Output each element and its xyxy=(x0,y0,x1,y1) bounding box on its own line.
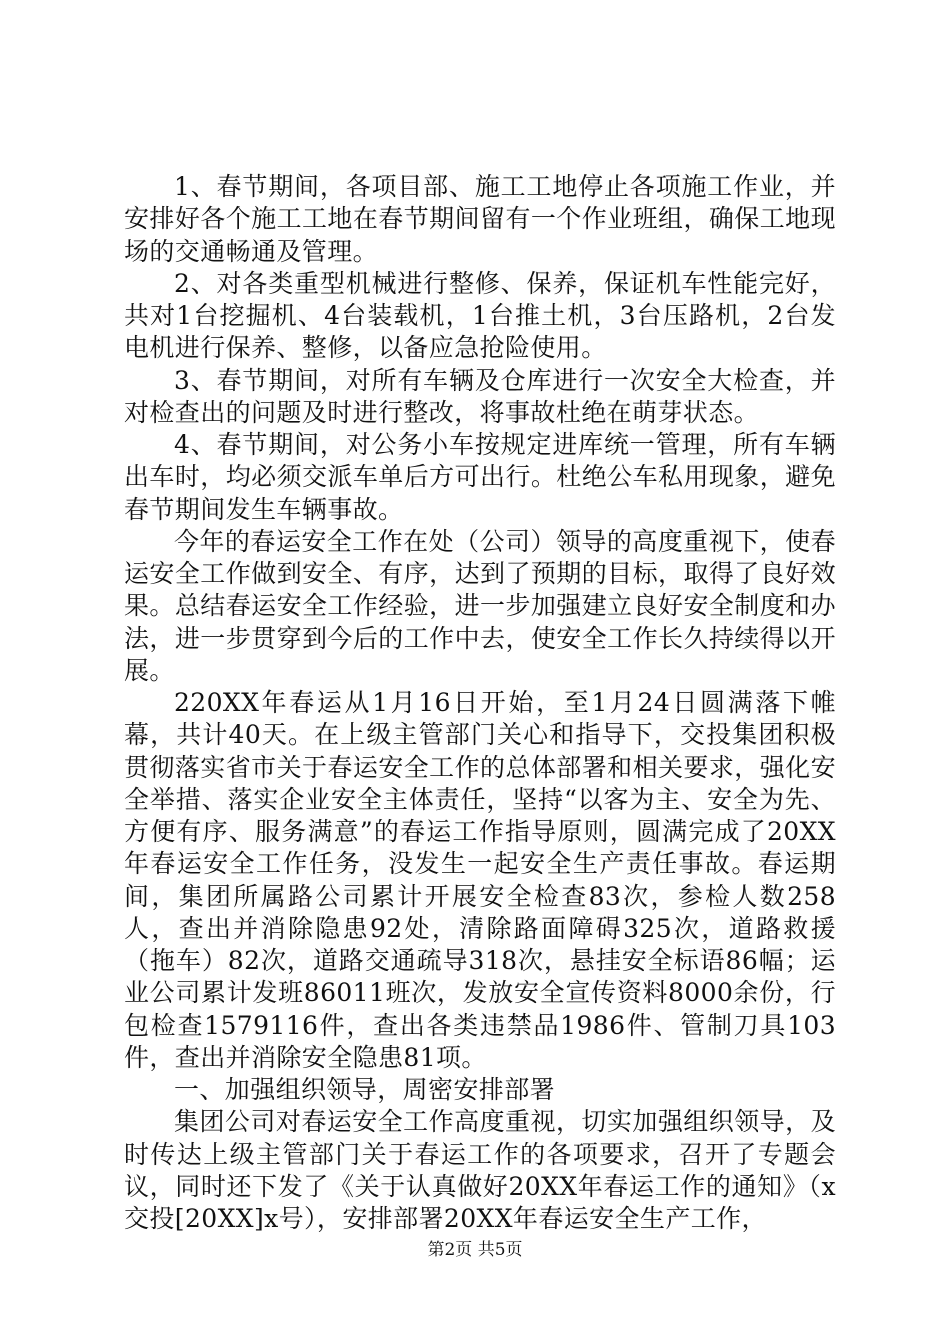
paragraph-item-4: 4、春节期间，对公务小车按规定进库统一管理，所有车辆出车时，均必须交派车单后方可出行。杜绝公车私用现象，避免春节期间发生车辆事故。 xyxy=(124,430,836,524)
paragraph-summary: 今年的春运安全工作在处（公司）领导的高度重视下，使春运安全工作做到安全、有序，达到了预期的目标，取得了良好效果。总结春运安全工作经验，进一步加强建立良好安全制度和办法，进一步贯穿到今后的工作中去，使安全工作长久持续得以开展。 xyxy=(124,526,836,685)
paragraph-section-body: 集团公司对春运安全工作高度重视，切实加强组织领导，及时传达上级主管部门关于春运工作的各项要求，召开了专题会议，同时还下发了《关于认真做好20XX年春运工作的通知》（x交投[20XX]x号），安排部署20XX年春运安全生产工作， xyxy=(124,1107,836,1233)
document-body xyxy=(124,171,836,1235)
paragraph-item-1: 1、春节期间，各项目部、施工工地停止各项施工作业，并安排好各个施工工地在春节期间留有一个作业班组，确保工地现场的交通畅通及管理。 xyxy=(124,172,836,266)
section-heading: 一、加强组织领导，周密安排部署 xyxy=(174,1075,556,1104)
paragraph-item-3: 3、春节期间，对所有车辆及仓库进行一次安全大检查，并对检查出的问题及时进行整改，将事故杜绝在萌芽状态。 xyxy=(124,365,836,427)
page-footer: 第2页 共5页 xyxy=(427,1240,523,1260)
paragraph-overview: 220XX年春运从1月16日开始，至1月24日圆满落下帷幕，共计40天。在上级主管部门关心和指导下，交投集团积极贯彻落实省市关于春运安全工作的总体部署和相关要求，强化安全举措、落实企业安全主体责任，坚持“以客为主、安全为先、方便有序、服务满意”的春运工作指导原则，圆满完成了20XX年春运安全工作任务，没发生一起安全生产责任事故。春运期间，集团所属路公司累计开展安全检查83次，参检人数258人，查出并消除隐患92处，清除路面障碍325次，道路救援（拖车）82次，道路交通疏导318次，悬挂安全标语86幅；运业公司累计发班86011班次，发放安全宣传资料8000余份，行包检查1579116件，查出各类违禁品1986件、管制刀具103件，查出并消除安全隐患81项。 xyxy=(124,688,836,1072)
paragraph-item-2: 2、对各类重型机械进行整修、保养，保证机车性能完好，共对1台挖掘机、4台装载机，1台推土机，3台压路机，2台发电机进行保养、整修，以备应急抢险使用。 xyxy=(124,268,836,363)
